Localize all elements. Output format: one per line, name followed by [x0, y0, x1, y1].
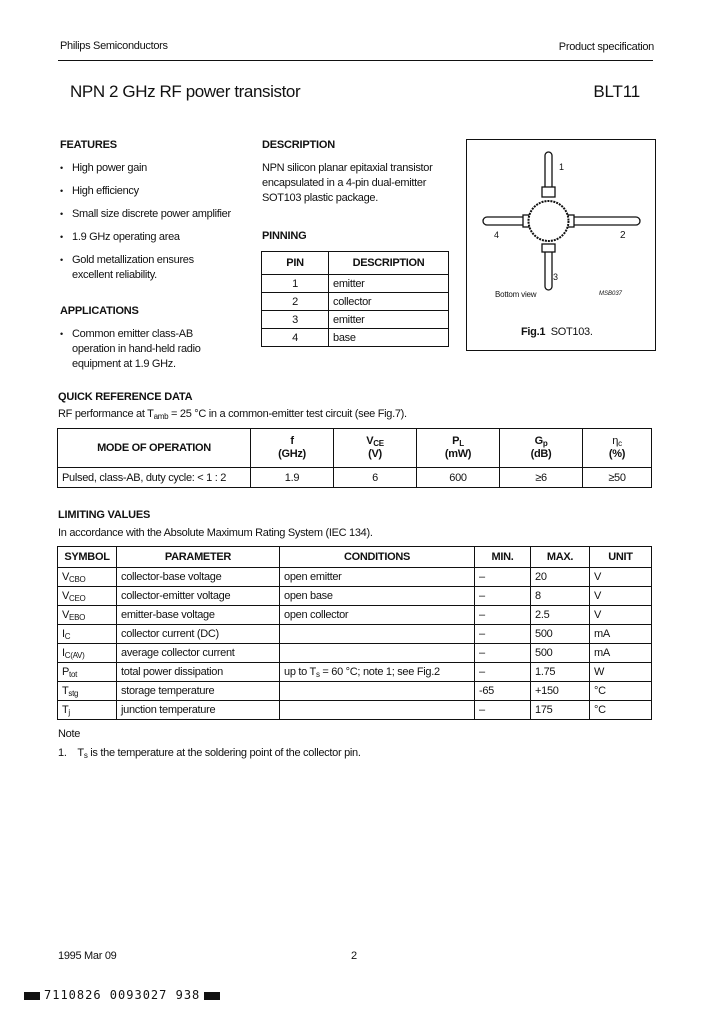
max-cell: 8 — [531, 587, 590, 606]
parameter-cell: storage temperature — [117, 682, 280, 701]
applications-list — [60, 327, 225, 380]
conditions-cell: open collector — [280, 606, 475, 625]
symbol-cell: $I_{C(AV)}$ — [58, 644, 117, 663]
efficiency-cell: ≥50 — [583, 468, 652, 488]
quick-reference-intro — [58, 407, 407, 422]
features-heading: FEATURES — [60, 139, 117, 151]
applications-heading: APPLICATIONS — [60, 305, 139, 317]
bottom-view-label: Bottom view — [495, 290, 537, 299]
table-row — [262, 329, 449, 347]
feature-item: • High power gain — [60, 161, 255, 176]
table-row — [58, 625, 652, 644]
pin-number: 4 — [262, 329, 329, 347]
page-number: 2 — [351, 950, 358, 962]
barcode — [20, 988, 224, 1002]
parameter-cell: junction temperature — [117, 701, 280, 720]
conditions-cell: open emitter — [280, 568, 475, 587]
pin-description: emitter — [329, 311, 449, 329]
pinning-table — [261, 251, 449, 347]
column-header: MAX. — [531, 547, 590, 568]
conditions-cell — [280, 682, 475, 701]
pin-description: emitter — [329, 275, 449, 293]
document-date: 1995 Mar 09 — [58, 950, 117, 962]
unit-cell: mA — [590, 644, 652, 663]
table-row — [58, 644, 652, 663]
column-header: MODE OF OPERATION — [58, 429, 251, 468]
min-cell: – — [475, 606, 531, 625]
table-row — [58, 606, 652, 625]
note-item — [58, 746, 361, 761]
min-cell: -65 — [475, 682, 531, 701]
unit-cell: mA — [590, 625, 652, 644]
pin-description: base — [329, 329, 449, 347]
limiting-values-heading: LIMITING VALUES — [58, 509, 151, 521]
table-row — [58, 682, 652, 701]
pin-number: 1 — [262, 275, 329, 293]
parameter-cell: collector current (DC) — [117, 625, 280, 644]
column-header: $V_{CE}$ (V) — [334, 429, 417, 468]
column-header: $P_L$ (mW) — [417, 429, 500, 468]
pin-number: 3 — [262, 311, 329, 329]
parameter-cell: emitter-base voltage — [117, 606, 280, 625]
frequency-cell: 1.9 — [251, 468, 334, 488]
max-cell: +150 — [531, 682, 590, 701]
parameter-cell: total power dissipation — [117, 663, 280, 682]
pinning-heading: PINNING — [262, 230, 307, 242]
conditions-cell — [280, 644, 475, 663]
barcode-marker — [204, 992, 220, 1000]
max-cell: 20 — [531, 568, 590, 587]
figure-number: Fig.1 — [521, 326, 546, 338]
conditions-cell — [280, 701, 475, 720]
column-header: $G_p$ (dB) — [500, 429, 583, 468]
company-name: Philips Semiconductors — [60, 40, 168, 52]
figure-caption-text: SOT103. — [550, 326, 593, 338]
figure-sot103 — [466, 139, 656, 351]
note-text: is the temperature at the soldering point of the collector pin. — [87, 747, 361, 759]
table-row — [58, 587, 652, 606]
pin-description: collector — [329, 293, 449, 311]
feature-item: • Gold metallization ensures excellent reliability. — [60, 253, 222, 283]
unit-cell: V — [590, 568, 652, 587]
conditions-cell: open base — [280, 587, 475, 606]
max-cell: 1.75 — [531, 663, 590, 682]
conditions-cell — [280, 625, 475, 644]
feature-item: • 1.9 GHz operating area — [60, 230, 255, 245]
part-number: BLT11 — [593, 82, 640, 101]
conditions-cell: up to $T_s = 60$ °C; note 1; see Fig.2 — [280, 663, 475, 682]
mode-cell: Pulsed, class-AB, duty cycle: < 1 : 2 — [58, 468, 251, 488]
table-row — [58, 468, 652, 488]
column-header: UNIT — [590, 547, 652, 568]
page-title: NPN 2 GHz RF power transistor — [70, 82, 301, 101]
note-subscript: s — [83, 751, 88, 760]
unit-cell: W — [590, 663, 652, 682]
column-header: PIN — [262, 252, 329, 275]
application-item: • Common emitter class-AB operation in hand-held radio equipment at 1.9 GHz. — [60, 327, 225, 372]
symbol-cell: $I_C$ — [58, 625, 117, 644]
description-text: NPN silicon planar epitaxial transistor encapsulated in a 4-pin dual-emitter SOT103 plastic package. — [262, 162, 433, 204]
symbol-cell: $V_{EBO}$ — [58, 606, 117, 625]
limiting-values-intro: In accordance with the Absolute Maximum Rating System (IEC 134). — [58, 527, 373, 539]
table-row — [262, 275, 449, 293]
table-row — [58, 701, 652, 720]
quick-reference-heading: QUICK REFERENCE DATA — [58, 391, 193, 403]
unit-cell: °C — [590, 701, 652, 720]
figure-caption — [521, 326, 593, 338]
min-cell: – — [475, 625, 531, 644]
column-header: CONDITIONS — [280, 547, 475, 568]
pin-number: 2 — [262, 293, 329, 311]
note-heading: Note — [58, 728, 81, 740]
column-header: f (GHz) — [251, 429, 334, 468]
intro-subscript: amb — [153, 412, 169, 421]
barcode-digits: 7110826 0093027 938 — [44, 988, 201, 1002]
note-number: 1. — [58, 747, 67, 759]
intro-text: RF performance at T — [58, 408, 154, 420]
max-cell: 2.5 — [531, 606, 590, 625]
vce-cell: 6 — [334, 468, 417, 488]
quick-reference-table — [57, 428, 652, 488]
note-text: T — [77, 747, 84, 759]
gp-cell: ≥6 — [500, 468, 583, 488]
min-cell: – — [475, 701, 531, 720]
column-header: MIN. — [475, 547, 531, 568]
symbol-cell: $V_{CBO}$ — [58, 568, 117, 587]
intro-text: = 25 °C in a common-emitter test circuit (see Fig.7). — [168, 408, 407, 420]
document-type: Product specification — [558, 41, 654, 53]
pin-label-2: 2 — [620, 230, 626, 241]
figure-code: MSB037 — [599, 291, 623, 297]
min-cell: – — [475, 587, 531, 606]
pl-cell: 600 — [417, 468, 500, 488]
pin-label-3: 3 — [553, 272, 559, 282]
features-list — [60, 161, 255, 291]
max-cell: 500 — [531, 644, 590, 663]
parameter-cell: collector-emitter voltage — [117, 587, 280, 606]
table-row — [262, 311, 449, 329]
unit-cell: V — [590, 606, 652, 625]
symbol-cell: $T_j$ — [58, 701, 117, 720]
pin-label-4: 4 — [494, 230, 500, 240]
barcode-marker — [24, 992, 40, 1000]
feature-item: • High efficiency — [60, 184, 255, 199]
parameter-cell: average collector current — [117, 644, 280, 663]
column-header: PARAMETER — [117, 547, 280, 568]
table-row — [58, 568, 652, 587]
limiting-values-table — [57, 546, 652, 720]
column-header: DESCRIPTION — [329, 252, 449, 275]
column-header: $\eta_c$ (%) — [583, 429, 652, 468]
parameter-cell: collector-base voltage — [117, 568, 280, 587]
symbol-cell: $P_{tot}$ — [58, 663, 117, 682]
min-cell: – — [475, 663, 531, 682]
max-cell: 175 — [531, 701, 590, 720]
min-cell: – — [475, 568, 531, 587]
table-row — [58, 663, 652, 682]
feature-item: • Small size discrete power amplifier — [60, 207, 255, 222]
unit-cell: V — [590, 587, 652, 606]
description-heading: DESCRIPTION — [262, 139, 335, 151]
max-cell: 500 — [531, 625, 590, 644]
symbol-cell: $V_{CEO}$ — [58, 587, 117, 606]
header-divider — [58, 60, 653, 61]
pin-label-1: 1 — [559, 162, 565, 172]
unit-cell: °C — [590, 682, 652, 701]
symbol-cell: $T_{stg}$ — [58, 682, 117, 701]
table-row — [262, 293, 449, 311]
min-cell: – — [475, 644, 531, 663]
column-header: SYMBOL — [58, 547, 117, 568]
